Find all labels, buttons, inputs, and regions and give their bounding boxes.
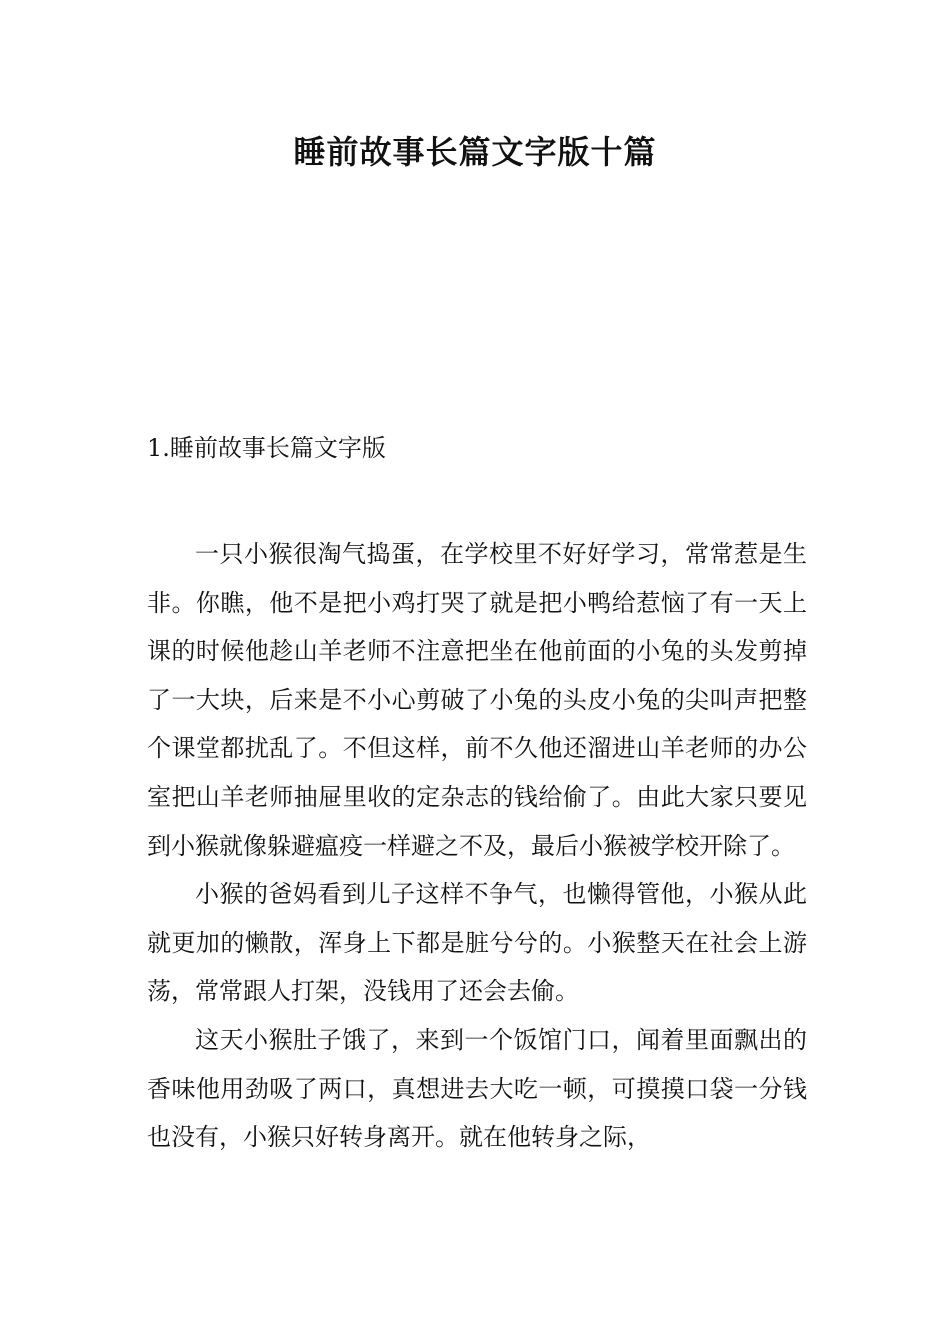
paragraph: 小猴的爸妈看到儿子这样不争气，也懒得管他，小猴从此就更加的懒散，浑身上下都是脏兮兮的。小猴整天在社会上游荡，常常跟人打架，没钱用了还会去偷。: [147, 880, 807, 1006]
document-title: 睡前故事长篇文字版十篇: [293, 133, 657, 171]
paragraph: 这天小猴肚子饿了，来到一个饭馆门口，闻着里面飘出的香味他用劲吸了两口，真想进去大吃一顿，可摸摸口袋一分钱也没有，小猴只好转身离开。就在他转身之际，: [147, 1025, 807, 1152]
section-heading: 1.睡前故事长篇文字版: [147, 434, 386, 462]
document-body: [147, 530, 807, 1162]
paragraph: 一只小猴很淘气捣蛋，在学校里不好好学习，常常惹是生非。你瞧，他不是把小鸡打哭了就是把小鸭给惹恼了有一天上课的时候他趁山羊老师不注意把坐在他前面的小兔的头发剪掉了一大块，后来是不小心剪破了小兔的头皮小兔的尖叫声把整个课堂都扰乱了。不但这样，前不久他还溜进山羊老师的办公室把山羊老师抽屉里收的定杂志的钱给偷了。由此大家只要见到小猴就像躲避瘟疫一样避之不及，最后小猴被学校开除了。: [147, 540, 807, 860]
